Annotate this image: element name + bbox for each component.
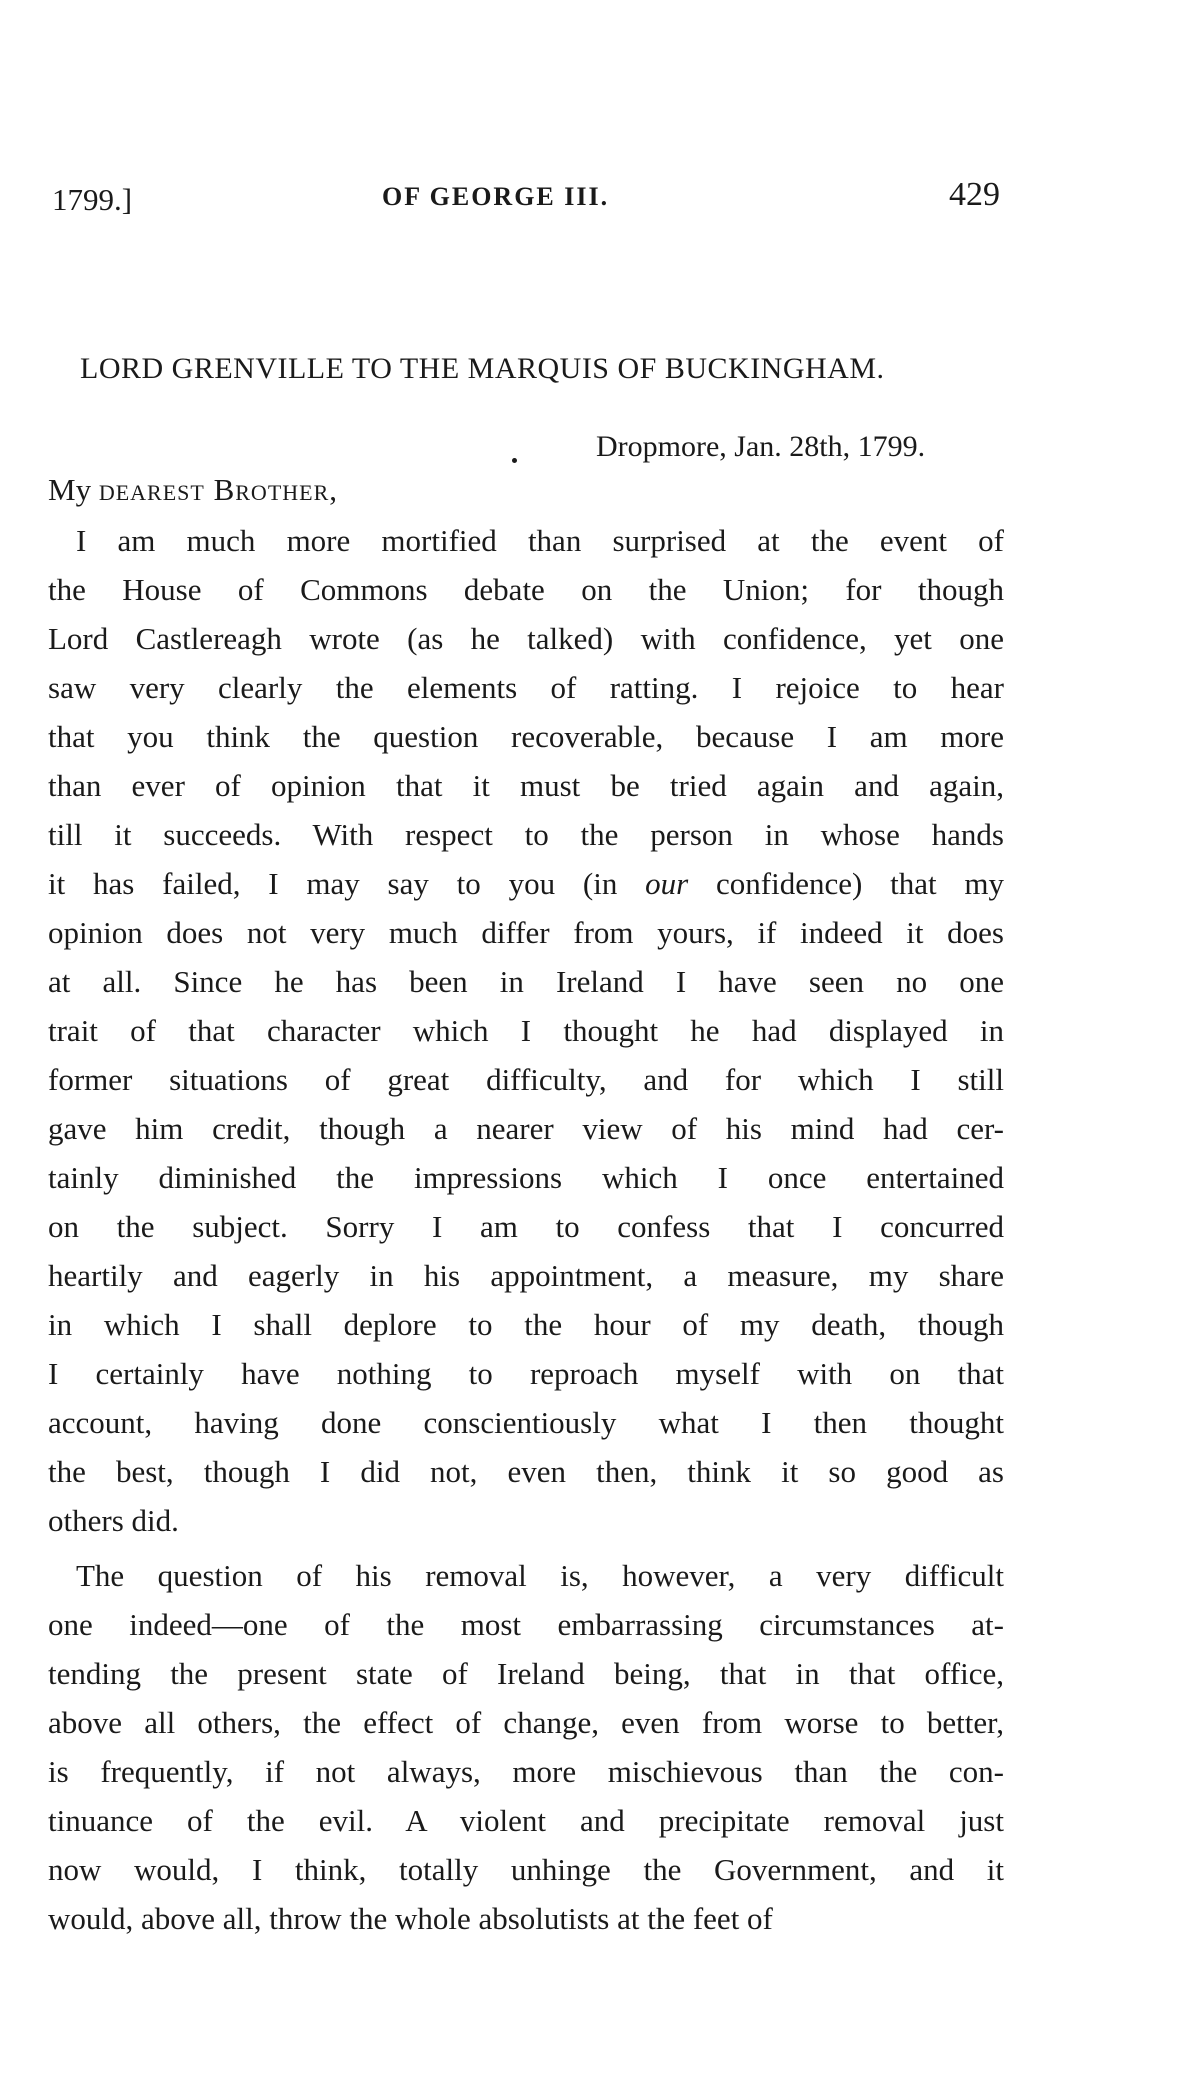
running-head-year: 1799.] xyxy=(52,182,133,217)
text-line: trait of that character which I thought he had displayed in xyxy=(48,1013,1004,1048)
text-line: I certainly have nothing to reproach myself with on that xyxy=(48,1356,1004,1391)
text-line: till it succeeds. With respect to the person in whose hands xyxy=(48,817,1004,852)
text-line: tainly diminished the impressions which I once entertained xyxy=(48,1160,1004,1195)
text-line: I am much more mortified than surprised at the event of xyxy=(76,523,1004,558)
letter-body xyxy=(48,516,1004,1943)
text-line: account, having done conscientiously what I then thought xyxy=(48,1405,1004,1440)
text-line: in which I shall deplore to the hour of my death, though xyxy=(48,1307,1004,1342)
text-line: would, above all, throw the whole absolutists at the feet of xyxy=(48,1901,773,1936)
running-head-title: OF GEORGE III. xyxy=(382,182,610,211)
salutation-first-word: My xyxy=(48,472,92,507)
text-line: it has failed, I may say to you (in our confidence) that my xyxy=(48,866,1004,901)
letter-salutation xyxy=(48,472,338,508)
text-line: above all others, the effect of change, even from worse to better, xyxy=(48,1705,1004,1740)
emphasis-our: our xyxy=(645,866,689,901)
page-number: 429 xyxy=(949,176,1000,213)
text-line: former situations of great difficulty, and for which I still xyxy=(48,1062,1004,1097)
stray-print-mark xyxy=(512,458,517,463)
text-line: gave him credit, though a nearer view of his mind had cer- xyxy=(48,1111,1004,1146)
letter-dateline: Dropmore, Jan. 28th, 1799. xyxy=(596,430,926,463)
text-line: at all. Since he has been in Ireland I have seen no one xyxy=(48,964,1004,999)
text-line: tinuance of the evil. A violent and precipitate removal just xyxy=(48,1803,1004,1838)
text-line: tending the present state of Ireland being, that in that office, xyxy=(48,1656,1004,1691)
letter-title: LORD GRENVILLE TO THE MARQUIS OF BUCKINGHAM. xyxy=(80,352,885,385)
text-line: opinion does not very much differ from yours, if indeed it does xyxy=(48,915,1004,950)
text-line: saw very clearly the elements of ratting. I rejoice to hear xyxy=(48,670,1004,705)
text-line: that you think the question recoverable, because I am more xyxy=(48,719,1004,754)
text-line: others did. xyxy=(48,1503,179,1538)
text-line: the House of Commons debate on the Union; for though xyxy=(48,572,1004,607)
running-head xyxy=(52,176,1000,226)
text-line: one indeed—one of the most embarrassing circumstances at- xyxy=(48,1607,1004,1642)
text-line: than ever of opinion that it must be tried again and again, xyxy=(48,768,1004,803)
text-line: on the subject. Sorry I am to confess that I concurred xyxy=(48,1209,1004,1244)
salutation-rest: dearest Brother, xyxy=(98,472,339,507)
text-line: The question of his removal is, however, a very difficult xyxy=(76,1558,1004,1593)
text-line: heartily and eagerly in his appointment, a measure, my share xyxy=(48,1258,1004,1293)
text-line: now would, I think, totally unhinge the Government, and it xyxy=(48,1852,1004,1887)
text-line: is frequently, if not always, more mischievous than the con- xyxy=(48,1754,1004,1789)
text-line: Lord Castlereagh wrote (as he talked) with confidence, yet one xyxy=(48,621,1004,656)
text-line: the best, though I did not, even then, think it so good as xyxy=(48,1454,1004,1489)
